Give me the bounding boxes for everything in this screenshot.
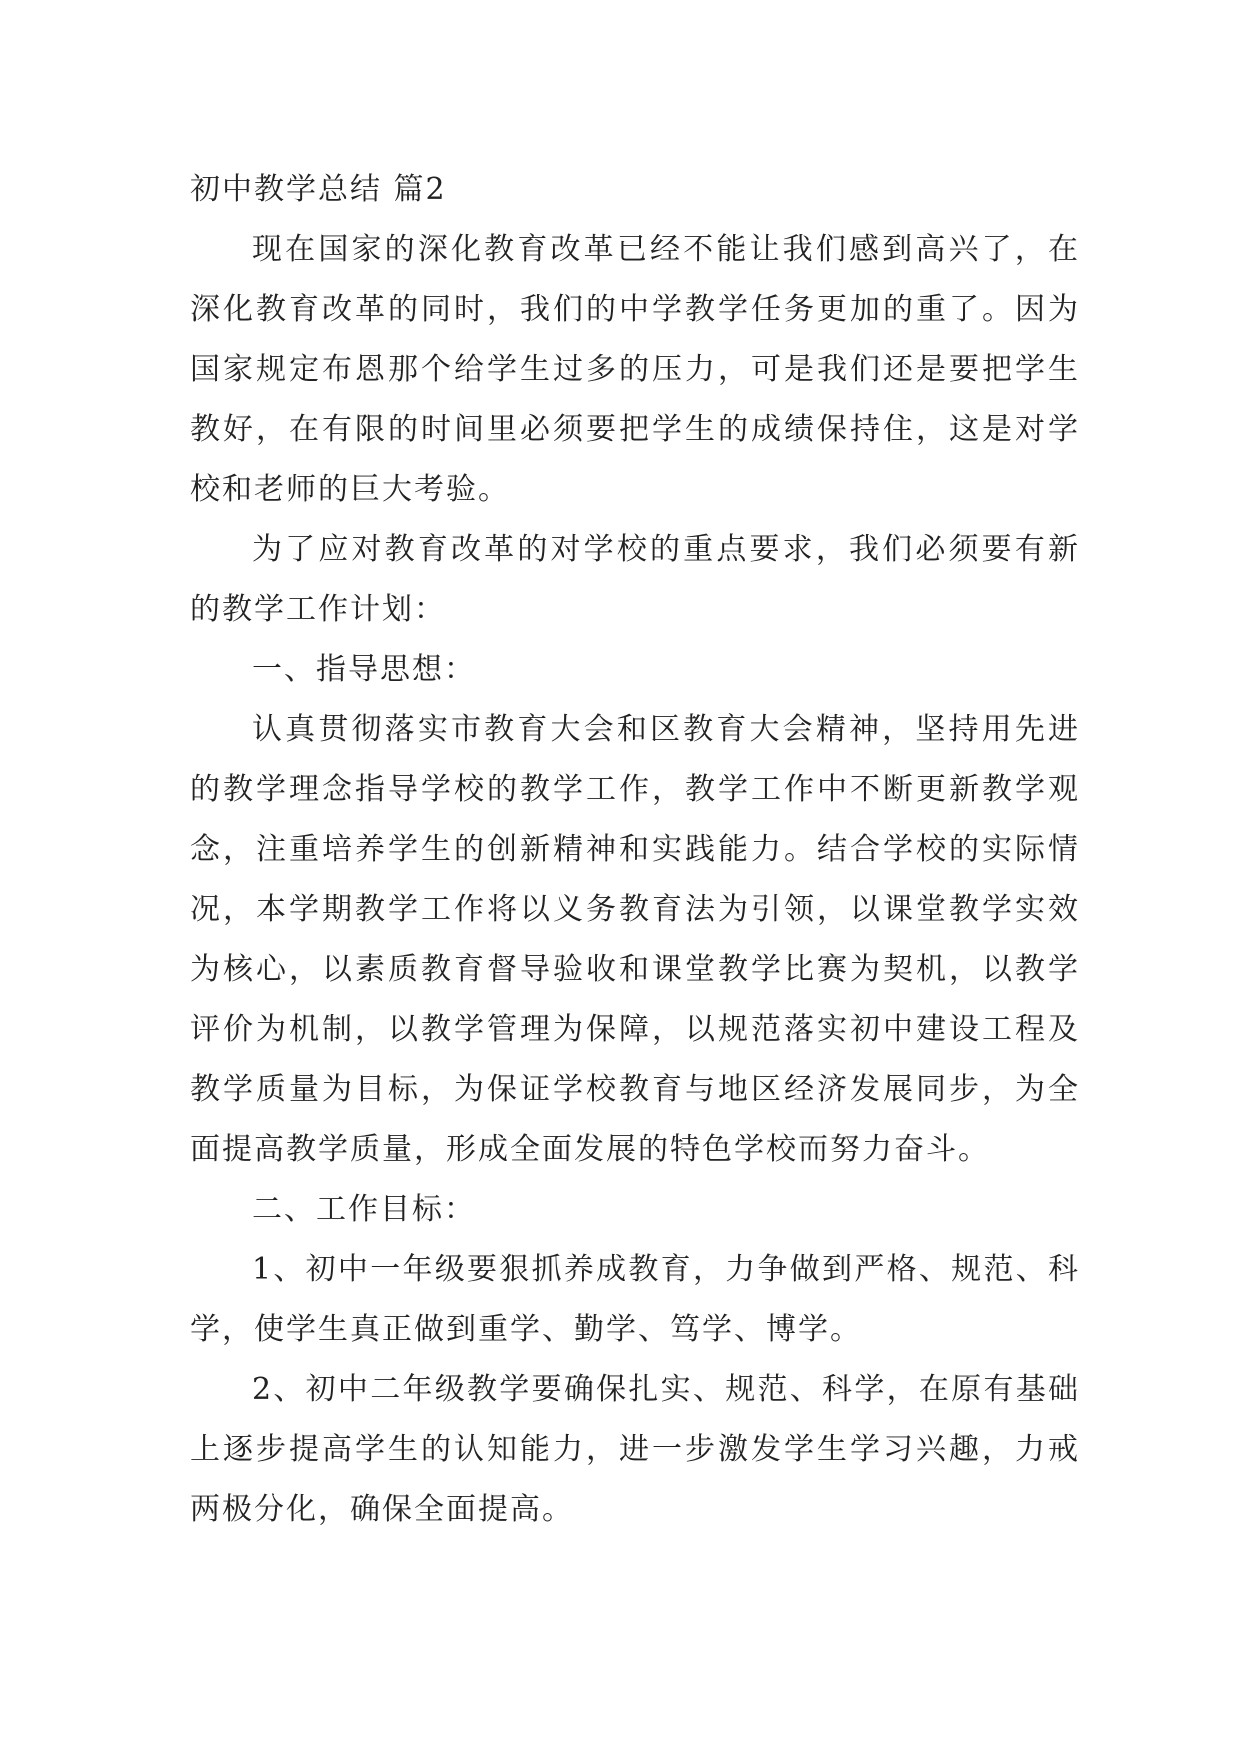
section-heading-work-goals: 二、工作目标： bbox=[252, 1192, 476, 1227]
document-body bbox=[190, 160, 1080, 1540]
section-heading-guiding-thought: 一、指导思想： bbox=[252, 652, 476, 687]
paragraph-guiding-thought: 认真贯彻落实市教育大会和区教育大会精神，坚持用先进的教学理念指导学校的教学工作，教学工作中不断更新教学观念，注重培养学生的创新精神和实践能力。结合学校的实际情况，本学期教学工作将以义务教育法为引领，以课堂教学实效为核心，以素质教育督导验收和课堂教学比赛为契机，以教学评价为机制，以教学管理为保障，以规范落实初中建设工程及教学质量为目标，为保证学校教育与地区经济发展同步，为全面提高教学质量，形成全面发展的特色学校而努力奋斗。 bbox=[190, 712, 1080, 1167]
document-title: 初中教学总结 篇2 bbox=[190, 172, 447, 207]
paragraph-goal-grade-two: 2、初中二年级教学要确保扎实、规范、科学，在原有基础上逐步提高学生的认知能力，进一步激发学生学习兴趣，力戒两极分化，确保全面提高。 bbox=[190, 1372, 1080, 1527]
paragraph-plan-lead: 为了应对教育改革的对学校的重点要求，我们必须要有新的教学工作计划： bbox=[190, 532, 1080, 627]
paragraph-intro: 现在国家的深化教育改革已经不能让我们感到高兴了，在深化教育改革的同时，我们的中学教学任务更加的重了。因为国家规定布恩那个给学生过多的压力，可是我们还是要把学生教好，在有限的时间里必须要把学生的成绩保持住，这是对学校和老师的巨大考验。 bbox=[190, 232, 1080, 507]
paragraph-goal-grade-one: 1、初中一年级要狠抓养成教育，力争做到严格、规范、科学，使学生真正做到重学、勤学、笃学、博学。 bbox=[190, 1252, 1080, 1347]
